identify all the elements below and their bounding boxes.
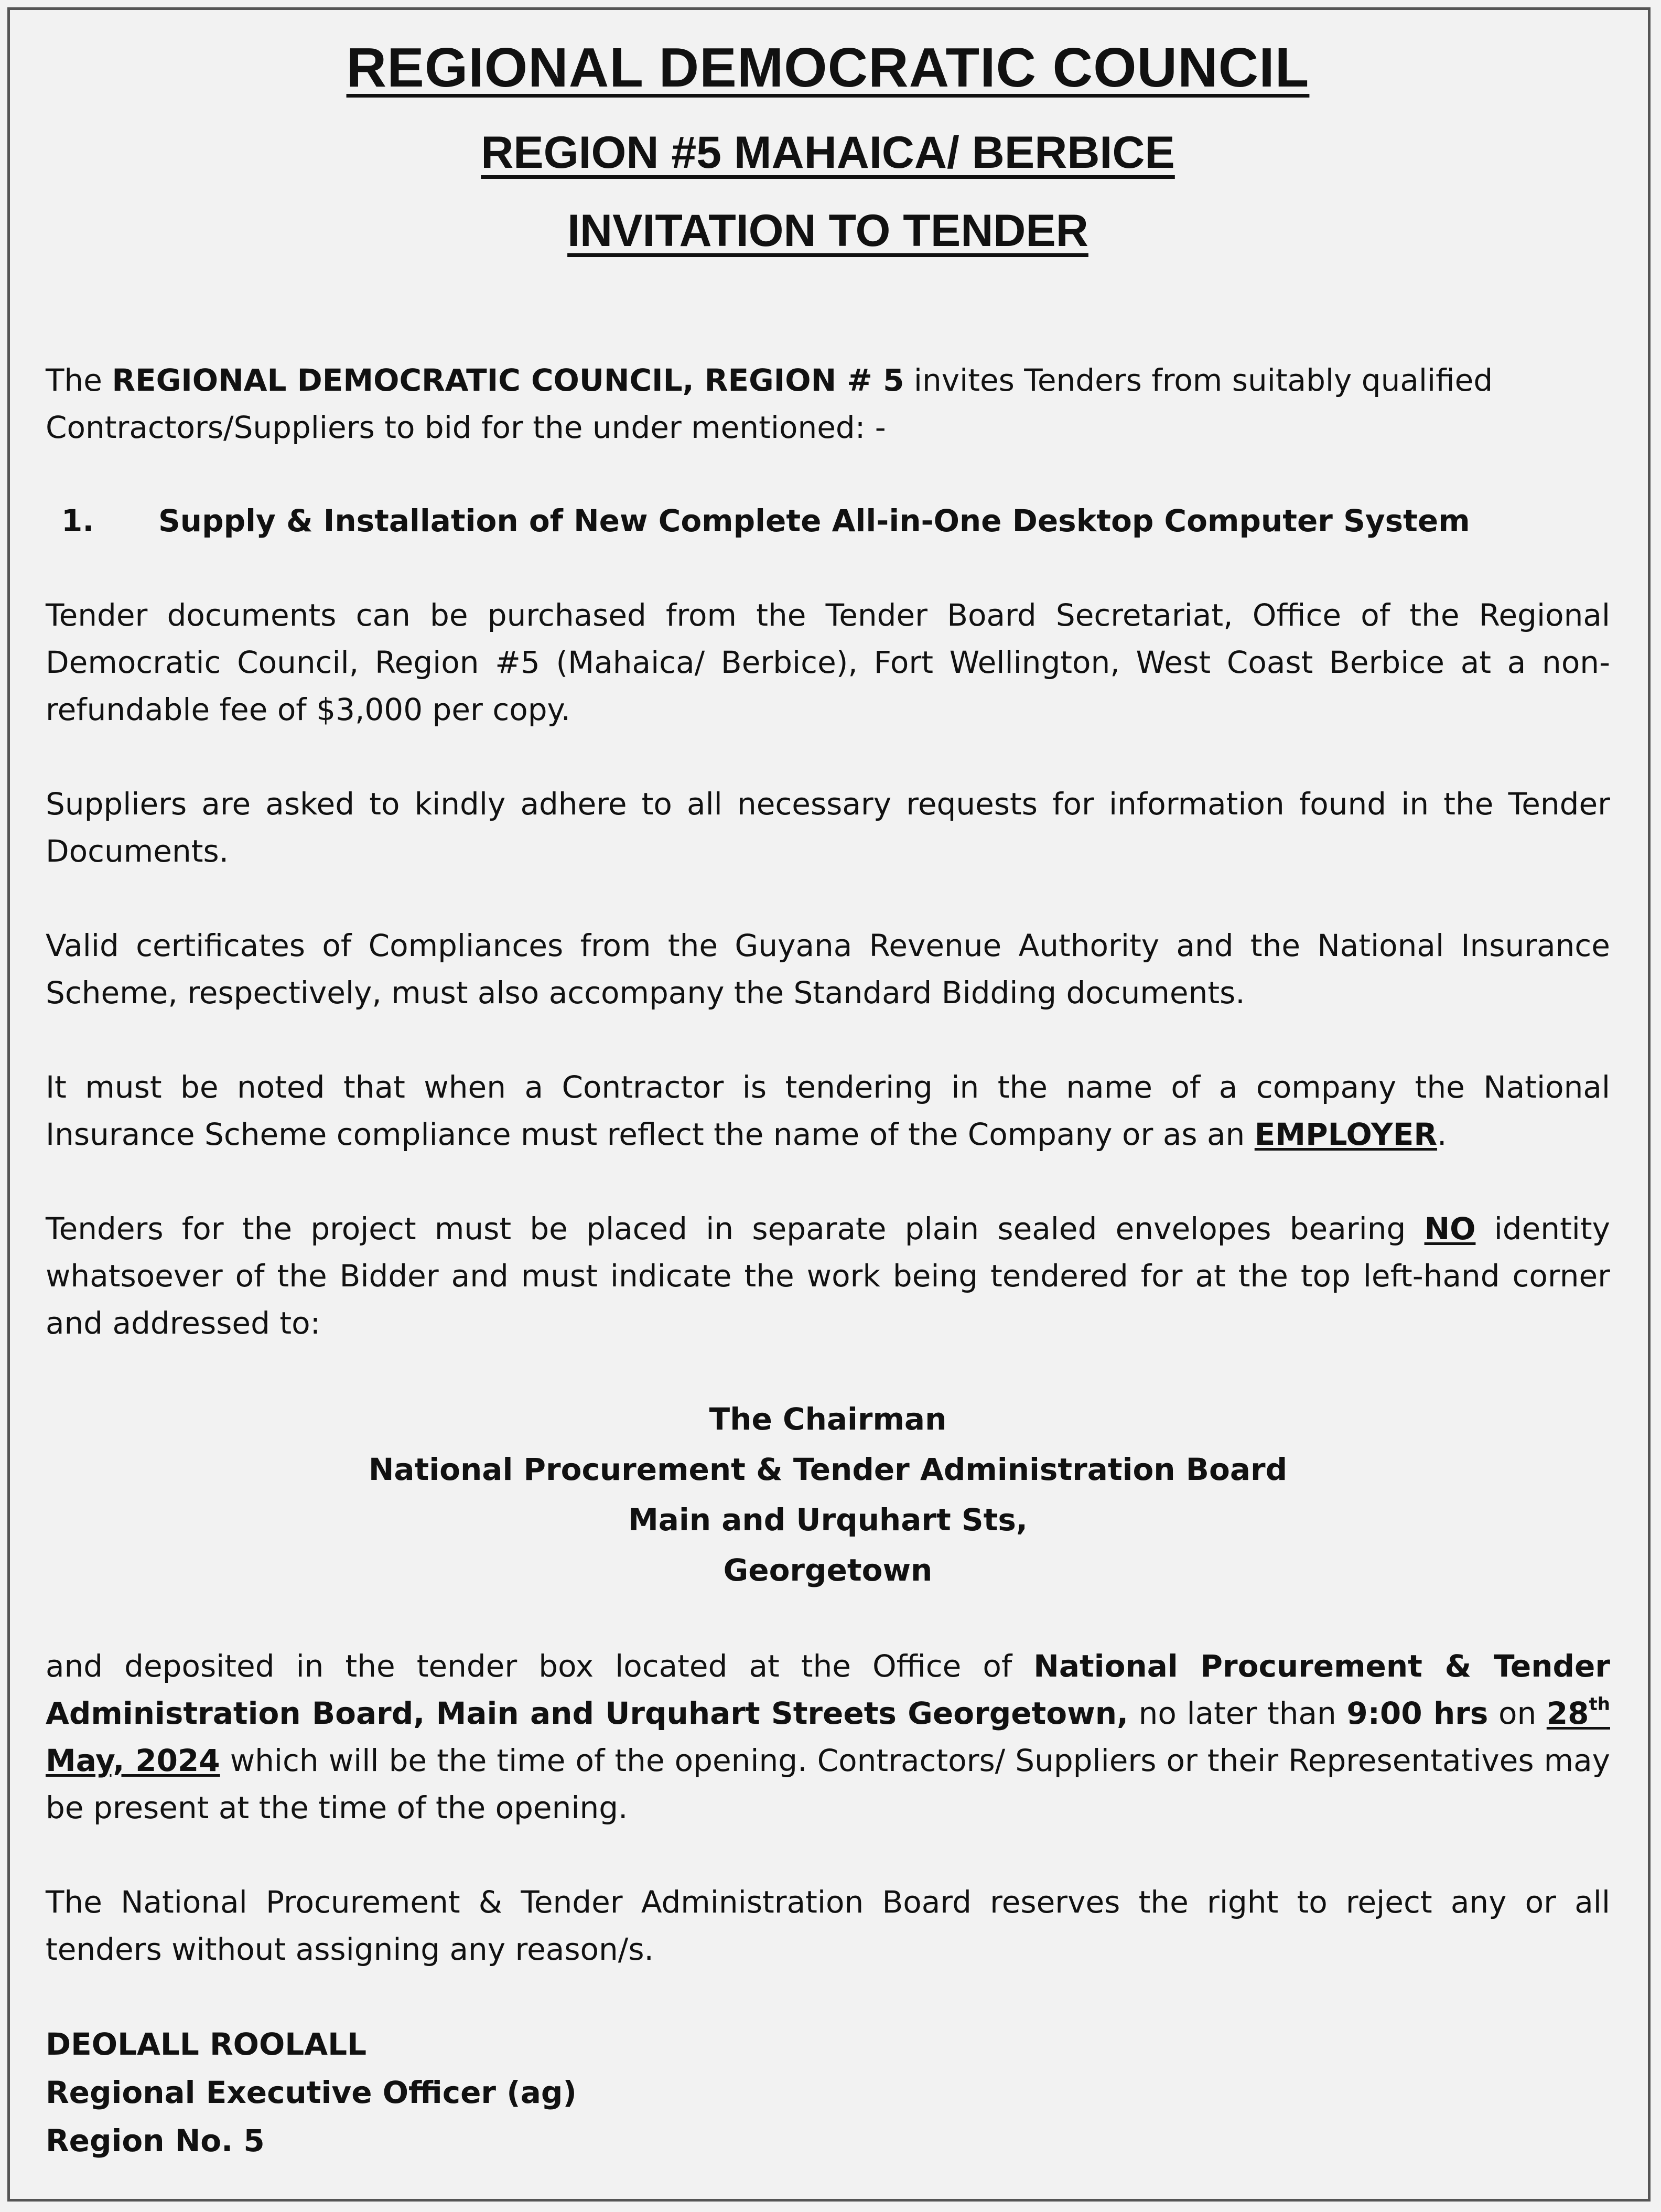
nis-paragraph: It must be noted that when a Contractor is tendering in the name of a company the National Insurance Scheme compliance must reflect the name of the Company or as an EMPLOYER. <box>46 1069 1610 1152</box>
deposit-location-emphasis: National Procurement & Tender Administration Board, Main and Urquhart Streets Georgetown, <box>46 1648 1610 1731</box>
adhere-paragraph: Suppliers are asked to kindly adhere to all necessary requests for information found in the Tender Documents. <box>46 786 1610 869</box>
deadline-date: 28th May, 2024 <box>46 1694 1610 1778</box>
address-line-street: Main and Urquhart Sts, <box>628 1502 1028 1538</box>
deadline-time: 9:00 hrs <box>1346 1695 1489 1731</box>
notice-frame <box>7 7 1651 2202</box>
notice-body <box>46 357 1610 2165</box>
envelope-paragraph: Tenders for the project must be placed in separate plain sealed envelopes bearing NO identity whatsoever of the Bidder and must indicate the work being tendered for at the top left-hand corner and addressed to: <box>46 1211 1610 1341</box>
signatory-name: DEOLALL ROOLALL <box>46 2026 367 2062</box>
intro-paragraph: The REGIONAL DEMOCRATIC COUNCIL, REGION # 5 invites Tenders from suitably qualified Contractors/Suppliers to bid for the under mentioned: - <box>46 362 1493 445</box>
address-line-city: Georgetown <box>723 1552 933 1588</box>
address-line-chairman: The Chairman <box>709 1401 947 1437</box>
invitation-heading: INVITATION TO TENDER <box>567 206 1088 256</box>
documents-paragraph: Tender documents can be purchased from the Tender Board Secretariat, Office of the Regional Democratic Council, Region #5 (Mahaica/ Berbice), Fort Wellington, West Coast Berbice at a non- refundable fee of $3,000 per copy. <box>46 597 1610 727</box>
reserve-paragraph: The National Procurement & Tender Administration Board reserves the right to reject any or all tenders without assigning any reason/s. <box>46 1884 1610 1967</box>
council-title: REGIONAL DEMOCRATIC COUNCIL <box>346 37 1310 99</box>
tender-item <box>46 497 1610 544</box>
region-subtitle: REGION #5 MAHAICA/ BERBICE <box>481 127 1175 178</box>
notice-content <box>46 36 1610 2165</box>
deposit-paragraph: and deposited in the tender box located at the Office of National Procurement & Tender Administration Board, Main and Urquhart Streets Georgetown, no later than 9:00 hrs on 28th May, 2024 which will be the time of the opening. Contractors/ Suppliers or their Representatives may be present at the time of the opening. <box>46 1648 1611 1826</box>
tender-item-text: Supply & Installation of New Complete All-in-One Desktop Computer System <box>158 503 1470 539</box>
certificates-paragraph: Valid certificates of Compliances from the Guyana Revenue Authority and the National Insurance Scheme, respectively, must also accompany the Standard Bidding documents. <box>46 928 1610 1011</box>
council-name-emphasis: REGIONAL DEMOCRATIC COUNCIL, REGION # 5 <box>112 362 904 398</box>
signatory-title: Regional Executive Officer (ag) <box>46 2075 577 2110</box>
address-line-board: National Procurement & Tender Administration Board <box>368 1452 1288 1487</box>
employer-emphasis: EMPLOYER <box>1254 1116 1438 1152</box>
signature-block <box>46 2020 1610 2165</box>
tender-item-number: 1. <box>61 503 94 539</box>
address-block <box>46 1394 1610 1595</box>
signatory-region: Region No. 5 <box>46 2123 265 2159</box>
no-identity-emphasis: NO <box>1424 1211 1476 1247</box>
